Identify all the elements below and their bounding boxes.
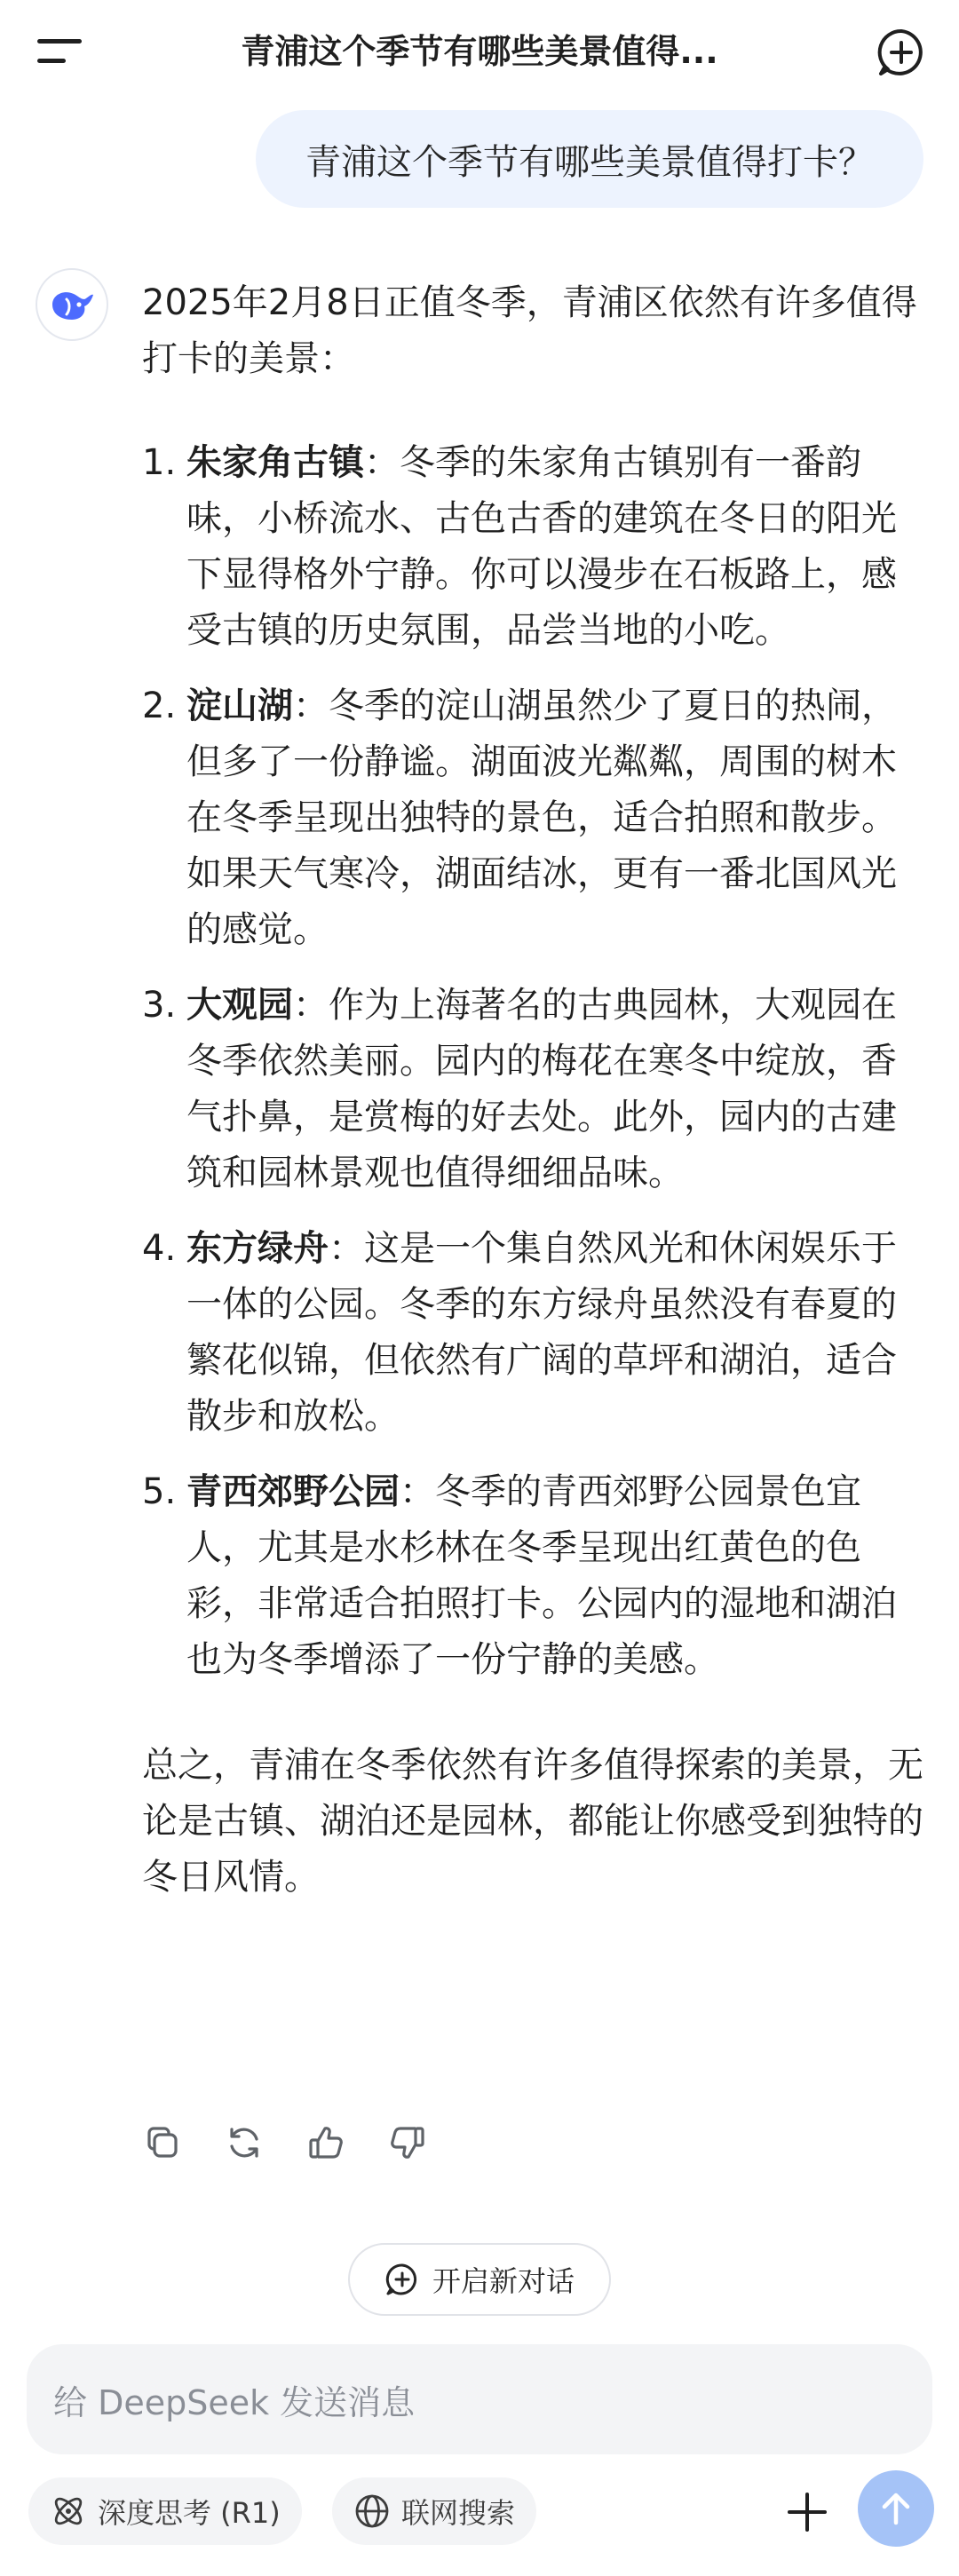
list-number: 2.	[142, 686, 177, 726]
regenerate-icon	[225, 2123, 264, 2162]
spot-description: ：这是一个集自然风光和休闲娱乐于一体的公园。冬季的东方绿舟虽然没有春夏的繁花似锦，但依然有广阔的草坪和湖泊，适合散步和放松。	[186, 1228, 897, 1437]
spot-title: 东方绿舟	[186, 1228, 329, 1269]
web-search-label: 联网搜索	[401, 2496, 516, 2530]
new-conversation-button[interactable]	[348, 2243, 611, 2316]
conversation-title: 青浦这个季节有哪些美景值得...	[241, 32, 718, 71]
spot-description: ：冬季的青西郊野公园景色宜人，尤其是水杉林在冬季呈现出红黄色的色彩，非常适合拍照打卡。公园内的湿地和湖泊也为冬季增添了一份宁静的美感。	[186, 1471, 897, 1680]
spot-list	[142, 435, 923, 1688]
menu-icon[interactable]	[36, 36, 83, 67]
list-item	[142, 678, 923, 958]
thumbs-down-icon	[388, 2123, 427, 2162]
like-button[interactable]	[305, 2122, 346, 2163]
top-bar	[0, 0, 959, 105]
dislike-button[interactable]	[387, 2122, 428, 2163]
answer-intro: 2025年2月8日正值冬季，青浦区依然有许多值得打卡的美景：	[142, 282, 917, 379]
spot-title: 青西郊野公园	[186, 1471, 400, 1512]
deep-think-label: 深度思考 (R1)	[98, 2496, 281, 2530]
message-input-placeholder: 给 DeepSeek 发送消息	[53, 2382, 416, 2422]
spot-title: 朱家角古镇	[186, 442, 364, 483]
spot-description: ：冬季的朱家角古镇别有一番韵味，小桥流水、古色古香的建筑在冬日的阳光下显得格外宁静。你可以漫步在石板路上，感受古镇的历史氛围，品尝当地的小吃。	[186, 442, 897, 651]
atom-icon	[50, 2493, 87, 2530]
attach-button[interactable]	[778, 2483, 836, 2541]
copy-button[interactable]	[142, 2122, 183, 2163]
plus-icon	[785, 2490, 829, 2534]
new-chat-icon	[384, 2262, 420, 2297]
user-message-bubble	[256, 110, 923, 208]
assistant-avatar	[36, 268, 108, 341]
input-toolbar	[27, 2477, 932, 2554]
list-item	[142, 435, 923, 659]
new-chat-icon[interactable]	[876, 27, 927, 78]
spot-description: ：冬季的淀山湖虽然少了夏日的热闹，但多了一份静谧。湖面波光粼粼，周围的树木在冬季呈现出独特的景色，适合拍照和散步。如果天气寒冷，湖面结冰，更有一番北国风光的感觉。	[186, 686, 897, 950]
spot-description: ：作为上海著名的古典园林，大观园在冬季依然美丽。园内的梅花在寒冬中绽放，香气扑鼻，是赏梅的好去处。此外，园内的古建筑和园林景观也值得细细品味。	[186, 985, 897, 1193]
thumbs-up-icon	[306, 2123, 345, 2162]
message-actions	[142, 2122, 428, 2170]
list-item	[142, 1464, 923, 1688]
new-conversation-label: 开启新对话	[432, 2264, 575, 2298]
list-number: 4.	[142, 1228, 177, 1269]
spot-title: 大观园	[186, 985, 293, 1026]
copy-icon	[143, 2123, 182, 2162]
deepseek-whale-icon	[49, 287, 95, 322]
spot-title: 淀山湖	[186, 686, 293, 726]
list-number: 5.	[142, 1471, 177, 1512]
message-input[interactable]	[27, 2344, 932, 2454]
globe-icon	[353, 2493, 391, 2530]
send-button[interactable]	[858, 2470, 934, 2547]
list-item	[142, 1221, 923, 1445]
user-message-text: 青浦这个季节有哪些美景值得打卡？	[305, 141, 874, 183]
list-number: 1.	[142, 442, 177, 483]
list-number: 3.	[142, 985, 177, 1026]
assistant-message	[142, 275, 923, 1906]
arrow-up-icon	[876, 2489, 915, 2528]
deep-think-toggle[interactable]	[28, 2477, 302, 2545]
list-item	[142, 978, 923, 1201]
web-search-toggle[interactable]	[332, 2477, 536, 2545]
regenerate-button[interactable]	[224, 2122, 265, 2163]
answer-summary: 总之，青浦在冬季依然有许多值得探索的美景，无论是古镇、湖泊还是园林，都能让你感受到独特的冬日风情。	[142, 1745, 923, 1898]
